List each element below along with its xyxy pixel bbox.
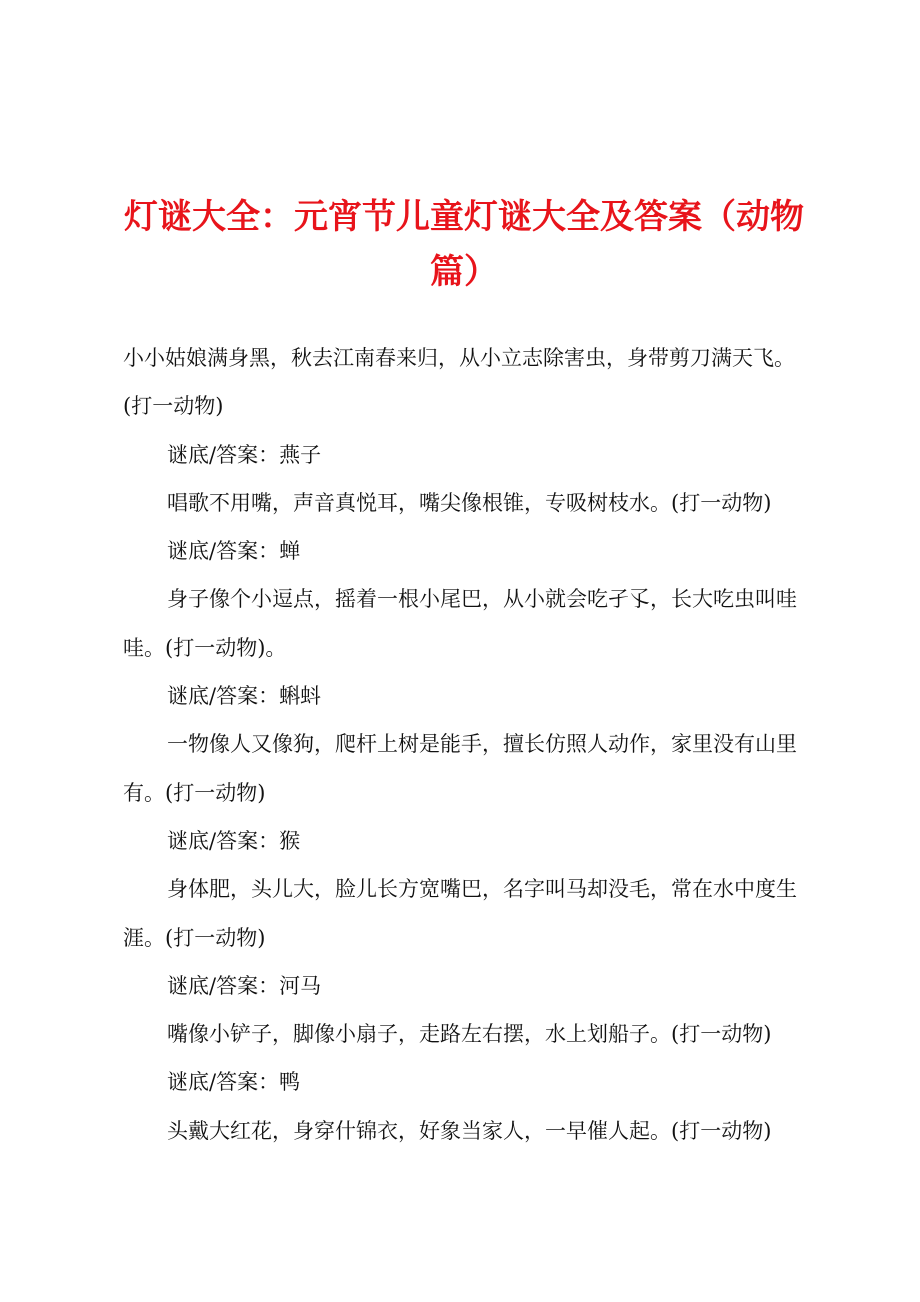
riddle-line: 唱歌不用嘴，声音真悦耳，嘴尖像根锥，专吸树枝水。(打一动物) <box>167 490 772 515</box>
riddle-line: 一物像人又像狗，爬杆上树是能手，擅长仿照人动作，家里没有山里 <box>167 732 797 757</box>
riddle-line: 哇。(打一动物)。 <box>123 635 287 660</box>
answer-line: 谜底/答案：燕子 <box>167 442 322 467</box>
answer-line: 谜底/答案：猴 <box>167 828 301 853</box>
riddle-line: 有。(打一动物) <box>123 780 266 805</box>
riddle-line: (打一动物) <box>123 394 224 419</box>
riddle-line: 嘴像小铲子，脚像小扇子，走路左右摆，水上划船子。(打一动物) <box>167 1022 772 1047</box>
riddle-line: 头戴大红花，身穿什锦衣，好象当家人，一早催人起。(打一动物) <box>167 1118 772 1143</box>
title-line: 篇） <box>430 252 498 292</box>
title-line: 灯谜大全：元宵节儿童灯谜大全及答案（动物 <box>124 197 804 237</box>
answer-line: 谜底/答案：鸭 <box>167 1070 301 1095</box>
riddle-line: 小小姑娘满身黑，秋去江南春来归，从小立志除害虫，身带剪刀满天飞。 <box>123 346 795 370</box>
answer-line: 谜底/答案：蝌蚪 <box>167 684 322 709</box>
riddle-line: 涯。(打一动物) <box>123 925 266 950</box>
riddle-line: 身体肥，头儿大，脸儿长方宽嘴巴，名字叫马却没毛，常在水中度生 <box>167 877 797 902</box>
riddle-line: 身子像个小逗点，摇着一根小尾巴，从小就会吃孑孓，长大吃虫叫哇 <box>167 587 797 612</box>
answer-line: 谜底/答案：蝉 <box>167 539 301 564</box>
document-body <box>123 334 813 1155</box>
answer-line: 谜底/答案：河马 <box>167 973 322 998</box>
document-title <box>110 190 818 300</box>
